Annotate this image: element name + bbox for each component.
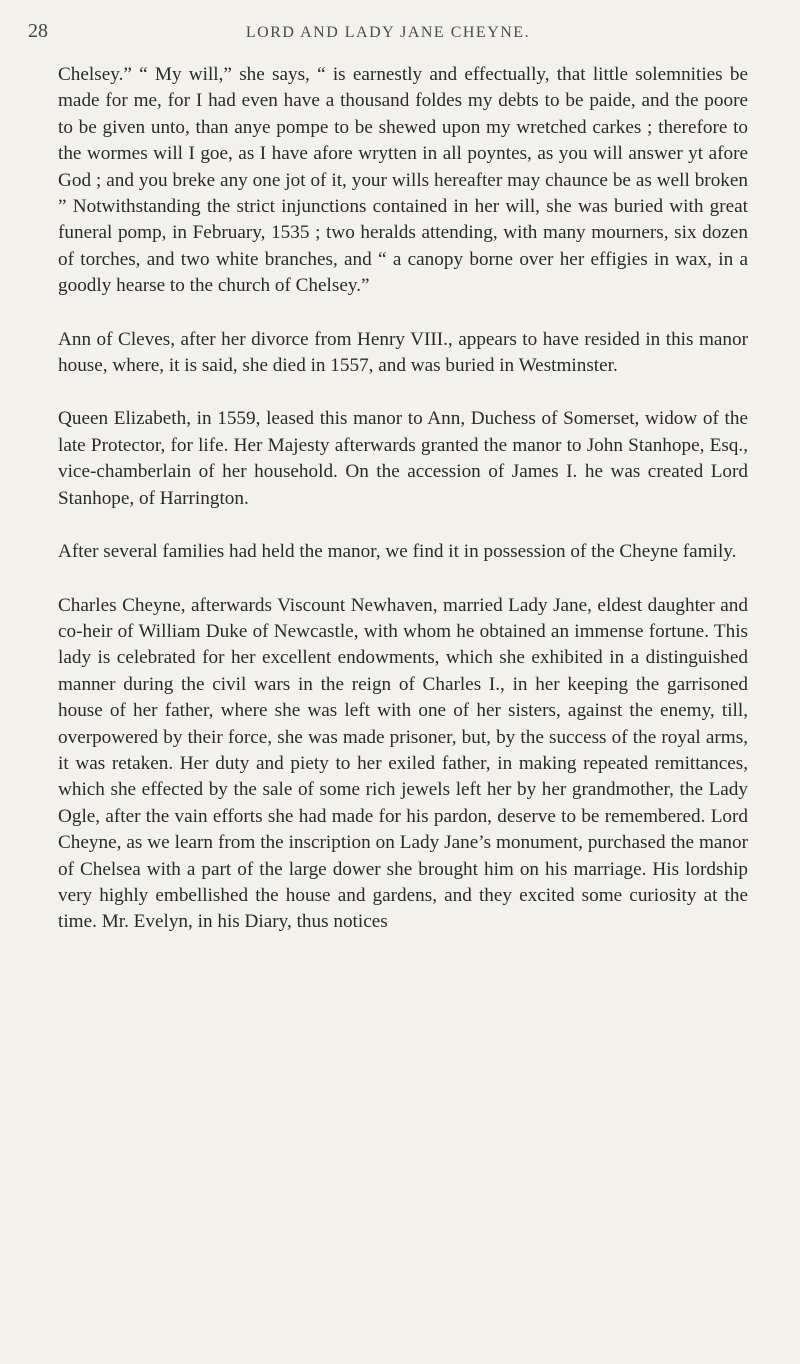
- paragraph: Chelsey.” “ My will,” she says, “ is earnestly and effectually, that little solemnities be made for me, for I had even have a thousand foldes my debts to be paide, and the poore to be given unto, than anye pompe to be shewed upon my wretched carkes ; therefore to the wormes will I goe, as I have afore wrytten in all poyntes, as you will answer yt afore God ; and you breke any one jot of it, your wills hereafter may chaunce be as well broken ” Notwithstanding the strict injunctions contained in her will, she was buried with great funeral pomp, in February, 1535 ; two heralds attending, with many mourners, six dozen of torches, and two white branches, and “ a canopy borne over her effigies in wax, in a goodly hearse to the church of Chelsey.”: [58, 64, 748, 297]
- paragraph: Charles Cheyne, afterwards Viscount Newhaven, married Lady Jane, eldest daughter and co-heir of William Duke of Newcastle, with whom he obtained an immense fortune. This lady is celebrated for her excellent endowments, which she exhibited in a distinguished manner during the civil wars in the reign of Charles I., in her keeping the garrisoned house of her father, where she was left with one of her sisters, against the enemy, till, overpowered by their force, she was made prisoner, but, by the success of the royal arms, it was retaken. Her duty and piety to her exiled father, in making repeated remittances, which she effected by the sale of some rich jewels left her by her grandmother, the Lady Ogle, after the vain efforts she had made for his pardon, deserve to be remembered. Lord Cheyne, as we learn from the inscription on Lady Jane’s monument, purchased the manor of Chelsea with a part of the large dower she brought him on his marriage. His lordship very highly embellished the house and gardens, and they excited some curiosity at the time. Mr. Evelyn, in his Diary, thus notices: [58, 594, 748, 933]
- paragraph: Queen Elizabeth, in 1559, leased this manor to Ann, Duchess of Somerset, widow of the late Protector, for life. Her Majesty afterwards granted the manor to John Stanhope, Esq., vice-chamberlain of her household. On the accession of James I. he was created Lord Stanhope, of Harrington.: [58, 408, 748, 509]
- paragraph: Ann of Cleves, after her divorce from Henry VIII., appears to have resided in this manor house, where, it is said, she died in 1557, and was buried in Westminster.: [58, 328, 748, 377]
- body-text: [58, 62, 748, 963]
- page-number: 28: [28, 20, 48, 42]
- paragraph: After several families had held the manor, we find it in possession of the Cheyne family.: [58, 541, 737, 563]
- running-title: LORD AND LADY JANE CHEYNE.: [245, 24, 531, 41]
- page-header: [28, 20, 748, 50]
